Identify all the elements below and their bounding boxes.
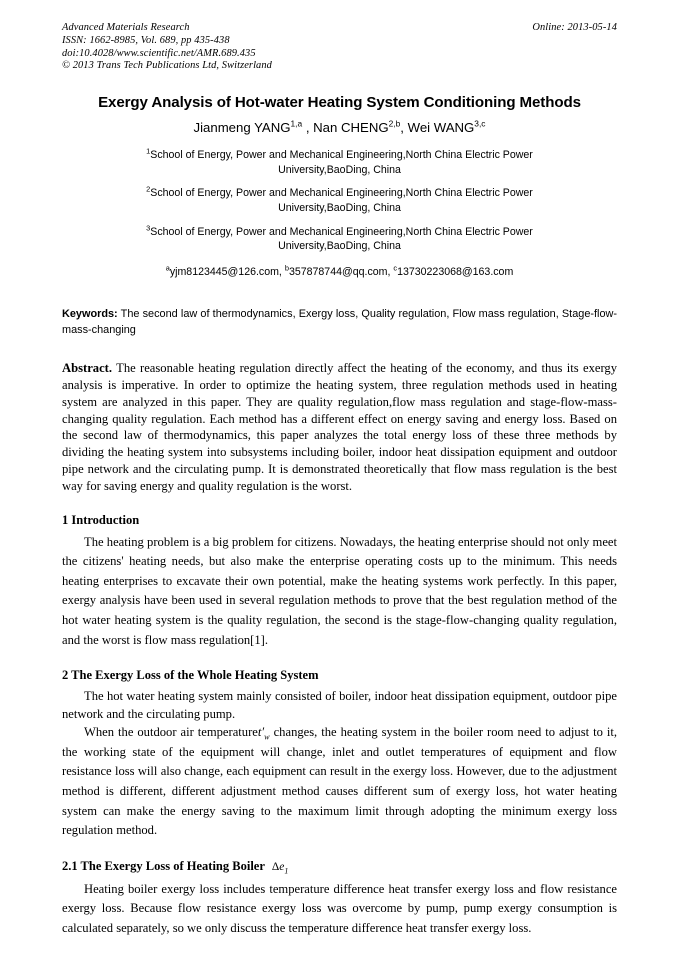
email-address[interactable]: yjm8123445@126.com, [169,265,282,278]
email-marker: c [393,263,398,273]
section-paragraph: The hot water heating system mainly consisted of boiler, indoor heat dissipation equipment, outdoor pipe network and the circulating pump. [62,689,617,721]
affiliation-item [107,225,573,254]
journal-header [62,22,617,73]
affiliation-item [107,148,573,177]
keywords-block [62,306,617,338]
email-marker: a [165,263,170,273]
affiliation-item [107,186,573,215]
affiliation-marker: 2 [146,184,151,194]
journal-doi-line: doi:10.4028/www.scientific.net/AMR.689.435 [62,47,256,59]
email-marker: b [284,263,289,273]
email-address[interactable]: 13730223068@163.com [397,265,514,278]
affiliation-text: School of Energy, Power and Mechanical Engineering,North China Electric Power University,BaoDing, China [150,187,533,214]
author-entry [408,120,486,135]
section-heading-whole-system-exergy-loss: 2 The Exergy Loss of the Whole Heating System [62,668,319,683]
section-heading-introduction: 1 Introduction [62,512,140,527]
author-email-list [62,265,617,279]
abstract-block [62,360,617,494]
section-heading-boiler-exergy-loss [62,858,617,875]
math-variable-outdoor-temperature: $t'_w$ [257,725,270,742]
paragraph-text-before-math: When the outdoor air temperature [84,725,258,740]
page-title: Exergy Analysis of Hot-water Heating System Conditioning Methods [98,94,581,112]
online-publication-date: Online: 2013-05-14 [532,22,617,33]
section-paragraph: The heating problem is a big problem for citizens. Nowadays, the heating enterprise should not only meet the citizens' heating needs, but also make the enterprise operating costs up to the minimum. This needs heating enterprises to excavate their own potential, make the heating systems work perfectly. In this paper, exergy analysis have been used in several regulation methods to prove that the best regulation method of the hot water heating system is the quality regulation, the second is the stage-flow-changing quality regulation, and the worst is flow mass regulation[1]. [62,534,617,647]
author-entry [313,120,400,135]
author-list: Jianmeng YANG$^{1,a}$ , Nan CHENG$^{2,b}$, Wei WANG$^{3,c}$ [193,118,486,136]
author-affiliation-marker: 1,a [290,118,303,129]
paragraph-text-after-math: changes, the heating system in the boiler room need to adjust to it, the working state of the equipment will change, inlet and outlet temperatures of equipment and flow resistance loss will also change, each equipment can result in the exergy loss. However, due to the adjustment method is different, different adjustment method causes different sum of exergy loss, hot water heating system can make the energy saving to the maximum limit through adopting the minimum exergy loss regulation method. [62,725,617,838]
section-paragraph: Heating boiler exergy loss includes temperature difference heat transfer exergy loss and flow resistance exergy loss. Because flow resistance exergy loss was overcome by pump, pump exergy consumption is calculated separately, so we only discuss the temperature difference heat transfer exergy loss. [62,881,617,936]
section-paragraph-with-math [62,723,617,841]
affiliation-text: School of Energy, Power and Mechanical Engineering,North China Electric Power University,BaoDing, China [150,225,533,253]
keywords-text: The second law of thermodynamics, Exergy loss, Quality regulation, Flow mass regulation, Stage-flow-mass-changing [62,307,617,336]
author-affiliation-marker: 3,c [474,118,486,129]
author-affiliation-marker: 2,b [388,118,401,129]
author-name: Wei WANG [407,120,475,136]
author-name: Jianmeng YANG [193,120,291,136]
journal-issn-line: ISSN: 1662-8985, Vol. 689, pp 435-438 [62,34,230,46]
section-heading-text: 2.1 The Exergy Loss of Heating Boiler [62,858,265,873]
journal-copyright-line: © 2013 Trans Tech Publications Ltd, Switzerland [62,60,272,72]
affiliation-marker: 1 [146,146,151,156]
author-entry [194,120,303,135]
author-name: Nan CHENG [313,120,389,136]
section-heading-math-delta-e1: $\Delta e_1$ [271,860,289,876]
abstract-label: Abstract. [62,361,113,376]
affiliation-marker: 3 [146,223,151,233]
keywords-label: Keywords: [62,307,118,320]
affiliation-list [62,148,617,254]
journal-name: Advanced Materials Research [62,22,190,33]
email-address[interactable]: 357878744@qq.com, [288,265,391,278]
abstract-text: The reasonable heating regulation directly affect the heating of the economy, and thus its exergy analysis is imperative. In order to optimize the heating system, three regulation methods used in heating system are analyzed in this paper. They are quality regulation,flow mass regulation and stage-flow-mass-changing quality regulation. Each method has a different effect on energy saving and energy loss. Based on the second law of thermodynamics, this paper analyzes the total energy loss of these three methods by dividing the heating system into subsystems including boiler, indoor heat dissipation equipment and outdoor pipe network and the circulating pump. It is demonstrated theoretically that flow mass regulation is the best way for saving energy and quality regulation is the worst. [62,361,618,493]
affiliation-text: School of Energy, Power and Mechanical Engineering,North China Electric Power University,BaoDing, China [150,149,533,176]
